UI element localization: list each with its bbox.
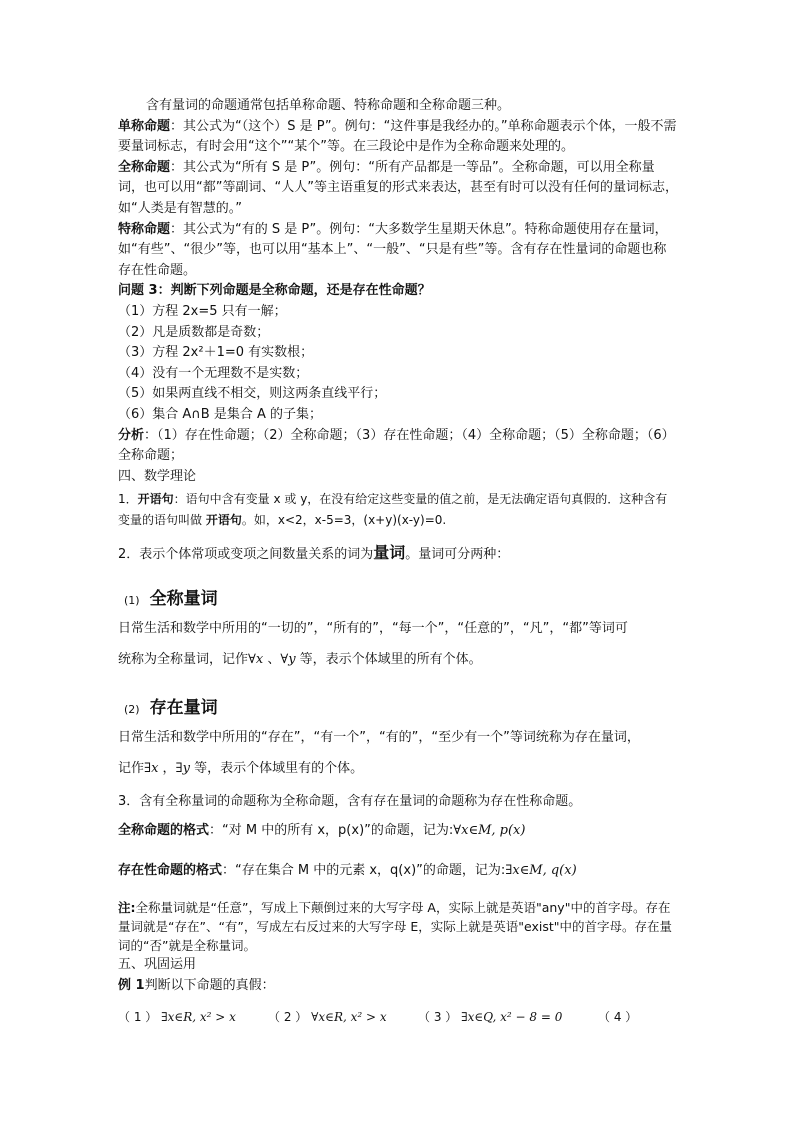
example-item-formula: ∃x∈R, x² > x — [161, 1010, 236, 1025]
single-proposition-label: 单称命题 — [118, 118, 171, 134]
question-item: （6）集合 A∩B 是集合 A 的子集； — [118, 406, 323, 422]
example-item-formula: ∀x∈R, x² > x — [311, 1010, 387, 1025]
separator: ， — [158, 760, 176, 776]
existential-quantifier-tail: 等，表示个体域里有的个体。 — [189, 760, 364, 776]
single-proposition-text: ：其公式为“（这个）S 是 P”。例句：“这件事是我经办的。”单称命题表示个体，一般不需要量词标志，有时会用“这个”“某个”等。在三段论中是作为全称命题来处理的。 — [118, 118, 677, 155]
theory-3-paragraph: 3．含有全称量词的命题称为全称命题，含有存在量词的命题称为存在性称命题。 — [118, 793, 582, 809]
existential-format-paragraph — [118, 860, 678, 882]
question-item: （2）凡是质数都是奇数； — [118, 324, 270, 340]
universal-format-formula: ∀x∈M, p(x) — [453, 823, 526, 839]
universal-proposition-text: ：其公式为“所有 S 是 P”。例句：“所有产品都是一等品”。全称命题，可以用全称量词，也可以用“都”等副词、“人人”等主语重复的形式来表达，甚至有时可以没有任何的量词标志，如“人类是有智慧的。” — [118, 159, 678, 216]
section-5-title: 五、巩固运用 — [118, 957, 197, 973]
universal-format-paragraph — [118, 820, 678, 842]
example-1-label: 例 1 — [118, 978, 145, 994]
question-item: （1）方程 2x=5 只有一解； — [118, 303, 287, 319]
subsection-existential-quantifier — [118, 693, 678, 718]
theory-1-paragraph — [118, 489, 678, 531]
example-item — [418, 1008, 598, 1025]
particular-proposition-paragraph — [118, 220, 678, 282]
theory-1-tail: 。如，x<2，x-5=3，(x+y)(x-y)=0. — [241, 513, 447, 528]
existential-quantifier-line-1: 日常生活和数学中所用的“存在”，“有一个”，“有的”，“至少有一个”等词统称为存在量词， — [118, 729, 640, 745]
example-item — [268, 1008, 418, 1025]
universal-proposition-label: 全称命题 — [118, 159, 171, 175]
theory-1-term-2: 开语句 — [205, 513, 242, 528]
example-item — [598, 1008, 658, 1025]
analysis-label: 分析 — [118, 427, 145, 443]
question-item: （3）方程 2x²＋1=0 有实数根； — [118, 345, 314, 361]
subsection-title: 全称量词 — [149, 588, 218, 609]
example-1-heading — [118, 976, 678, 996]
question-item: （5）如果两直线不相交，则这两条直线平行； — [118, 386, 387, 402]
existential-format-formula: ∃x∈M, q(x) — [505, 863, 577, 879]
example-item-formula: ∃x∈Q, x² − 8 = 0 — [461, 1010, 563, 1025]
question-heading — [118, 281, 678, 302]
document-page — [118, 96, 678, 1025]
note-paragraph — [118, 898, 678, 955]
theory-1-text: ：语句中含有变量 x 或 y，在没有给定这些变量的值之前，是无法确定语句真假的．这种含有变量的语句叫做 — [118, 492, 668, 528]
example-1-text: 判断以下命题的真假： — [144, 978, 275, 994]
universal-quantifier-tail: 等，表示个体域里的所有个体。 — [295, 651, 482, 667]
particular-proposition-text: ：其公式为“有的 S 是 P”。例句：“大多数学生星期天休息”。特称命题使用存在量词，如“有些”、“很少”等，也可以用“基本上”、“一般”、“只是有些”等。含有存在性量词的命题也称存在性命题。 — [118, 221, 668, 278]
example-item-number: （ 4 ） — [598, 1010, 638, 1025]
example-item-number: （ 2 ） — [268, 1010, 308, 1025]
theory-2-prefix: 2．表示个体常项或变项之间数量关系的词为 — [118, 547, 374, 563]
existential-format-text: ：“存在集合 M 中的元素 x，q(x)”的命题，记为: — [222, 863, 506, 879]
analysis-text: ：（1）存在性命题；（2）全称命题；（3）存在性命题；（4）全称命题；（5）全称命题；（6）全称命题； — [118, 427, 675, 464]
universal-quantifier-line-1: 日常生活和数学中所用的“一切的”，“所有的”，“每一个”，“任意的”，“凡”，“都”等词可 — [118, 620, 628, 636]
theory-2-tail: 。量词可分两种： — [405, 547, 510, 563]
particular-proposition-label: 特称命题 — [118, 221, 171, 237]
exists-y-symbol: ∃y — [175, 760, 190, 776]
note-label: 注: — [118, 900, 136, 916]
universal-proposition-paragraph — [118, 158, 678, 220]
analysis-paragraph — [118, 426, 678, 467]
existential-format-label: 存在性命题的格式 — [118, 863, 223, 879]
universal-quantifier-line-2 — [118, 644, 678, 675]
example-item-number: （ 1 ） — [118, 1010, 158, 1025]
example-item-number: （ 3 ） — [418, 1010, 458, 1025]
forall-y-symbol: ∀y — [280, 651, 296, 667]
universal-quantifier-text: 统称为全称量词，记作 — [118, 651, 249, 667]
existential-quantifier-line-2 — [118, 753, 678, 784]
theory-2-paragraph — [118, 543, 678, 566]
question-label: 问题 3 — [118, 283, 158, 299]
existential-quantifier-text: 记作 — [118, 760, 145, 776]
subsection-number: (2) — [124, 702, 140, 716]
subsection-universal-quantifier — [118, 584, 678, 609]
single-proposition-paragraph — [118, 117, 678, 158]
universal-format-label: 全称命题的格式 — [118, 823, 210, 839]
exists-x-symbol: ∃x — [144, 760, 159, 776]
section-4-title: 四、数学理论 — [118, 468, 197, 484]
universal-quantifier-paragraph — [118, 613, 678, 675]
intro-paragraph: 含有量词的命题通常包括单称命题、特称命题和全称命题三种。 — [146, 98, 511, 113]
example-item — [118, 1008, 268, 1025]
example-1-items — [118, 1008, 678, 1025]
subsection-number: (1) — [124, 593, 140, 607]
theory-2-term: 量词 — [373, 543, 406, 563]
separator: 、 — [263, 651, 281, 667]
question-text: ：判断下列命题是全称命题，还是存在性命题？ — [157, 283, 431, 299]
question-item: （4）没有一个无理数不是实数； — [118, 365, 309, 381]
theory-1-term: 开语句 — [137, 492, 174, 507]
note-text: 全称量词就是“任意”，写成上下颠倒过来的大写字母 A，实际上就是英语"any"中的首字母。存在量词就是“存在”、“有”，写成左右反过来的大写字母 E，实际上就是英语"exist"中的首字母。存在量词的“否”就是全称量词。 — [118, 900, 673, 954]
existential-quantifier-paragraph — [118, 722, 678, 784]
forall-x-symbol: ∀x — [248, 651, 264, 667]
theory-1-prefix: 1． — [118, 492, 138, 507]
subsection-title: 存在量词 — [149, 697, 218, 718]
universal-format-text: ：“对 M 中的所有 x，p(x)”的命题，记为: — [209, 823, 454, 839]
